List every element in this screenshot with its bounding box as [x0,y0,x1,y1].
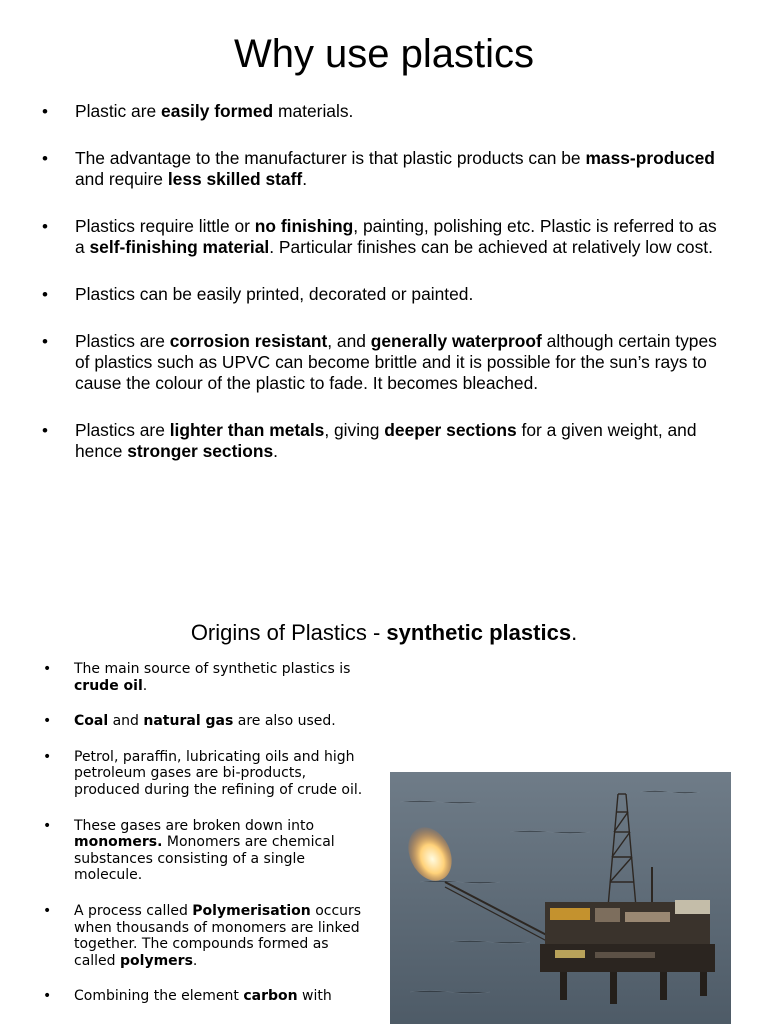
bold-text-run: carbon [243,988,298,1005]
section-title-bold: synthetic plastics [386,620,572,645]
bold-text-run: self-finishing material [89,237,270,257]
origins-bullet-list [43,661,365,1024]
bullet-glyph: • [43,748,52,765]
text-run: , and [327,331,371,351]
bold-text-run: monomers. [74,834,163,851]
text-run: Plastics are [75,420,170,440]
bullet-item [43,749,365,799]
bold-text-run: less skilled staff [167,169,303,189]
bold-text-run: corrosion resistant [169,331,328,351]
bullet-item [43,661,365,694]
helideck [675,900,710,914]
bullet-glyph: • [43,902,52,919]
bold-text-run: deeper sections [384,420,517,440]
oil-rig-photo [390,772,731,1024]
text-run: are also used. [233,713,336,730]
text-run: . [302,169,308,189]
main-bullet-list [42,101,722,488]
text-run: . [192,952,198,969]
text-run: and require [75,169,168,189]
text-run: with [297,988,332,1005]
bullet-item [42,284,722,305]
text-run: materials. [273,101,354,121]
text-run: These gases are broken down into [74,817,315,834]
text-run: , painting, polishing etc. Plastic is referred to as a [75,216,717,257]
bullet-glyph: • [43,661,52,677]
text-run: Plastic are [75,101,162,121]
text-run: The advantage to the manufacturer is that plastic products can be [75,148,586,168]
platform-module [595,908,620,922]
text-run: Combining the element [74,988,244,1005]
bullet-item [43,713,365,730]
text-run: and [108,713,144,730]
bullet-glyph: • [42,332,48,351]
text-run: . Particular finishes can be achieved at relatively low cost. [269,237,713,257]
bullet-glyph: • [42,102,48,121]
bullet-item [42,420,722,462]
section-title-end: . [571,620,578,645]
bold-text-run: no finishing [254,216,354,236]
text-run: Petrol, paraffin, lubricating oils and high petroleum gases are bi-products, produced during the refining of crude oil. [74,748,363,798]
bullet-item [43,903,365,969]
text-run: for a given weight, and hence [75,420,697,461]
text-run: occurs when thousands of monomers are linked together. The compounds formed as called [74,902,362,969]
bold-text-run: stronger sections [127,441,274,461]
platform-module [550,908,590,920]
bold-text-run: easily formed [161,101,274,121]
bullet-glyph: • [42,285,48,304]
bullet-glyph: • [43,713,52,730]
bullet-item [42,216,722,258]
text-run: Plastics require little or [75,216,255,236]
bullet-item [42,148,722,190]
bold-text-run: lighter than metals [169,420,325,440]
text-run: , giving [324,420,385,440]
bold-text-run: polymers [120,952,193,969]
section-title-plain: Origins of Plastics - [190,620,387,645]
bold-text-run: Coal [74,713,109,730]
bullet-item [42,101,722,122]
text-run: The main source of synthetic plastics is [74,661,351,677]
text-run: . [273,441,278,461]
platform-module [595,952,655,958]
slide-title: Why use plastics [233,32,535,76]
bullet-item [42,331,722,394]
bullet-glyph: • [43,988,52,1005]
bullet-item [43,818,365,884]
text-run: Plastics are [75,331,170,351]
platform-module [555,950,585,958]
bold-text-run: natural gas [143,713,234,730]
bullet-glyph: • [42,421,48,440]
bullet-glyph: • [43,817,52,834]
text-run: . [142,677,148,694]
bullet-item [43,988,365,1005]
text-run: A process called [74,902,193,919]
text-run: although certain types of plastics such as UPVC can become brittle and it is possible for the sun’s rays to cause the colour of the plastic to fade. It becomes bleached. [75,331,717,393]
bold-text-run: crude oil [74,677,143,694]
bold-text-run: Polymerisation [192,902,311,919]
bold-text-run: generally waterproof [370,331,542,351]
bold-text-run: mass-produced [585,148,715,168]
bullet-glyph: • [42,217,48,236]
text-run: Plastics can be easily printed, decorated or painted. [75,284,474,304]
oil-rig-illustration [390,772,731,1024]
text-run: Monomers are chemical substances consisting of a single molecule. [74,834,335,884]
platform-module [625,912,670,922]
bullet-glyph: • [42,149,48,168]
section-title-origins [0,620,768,646]
